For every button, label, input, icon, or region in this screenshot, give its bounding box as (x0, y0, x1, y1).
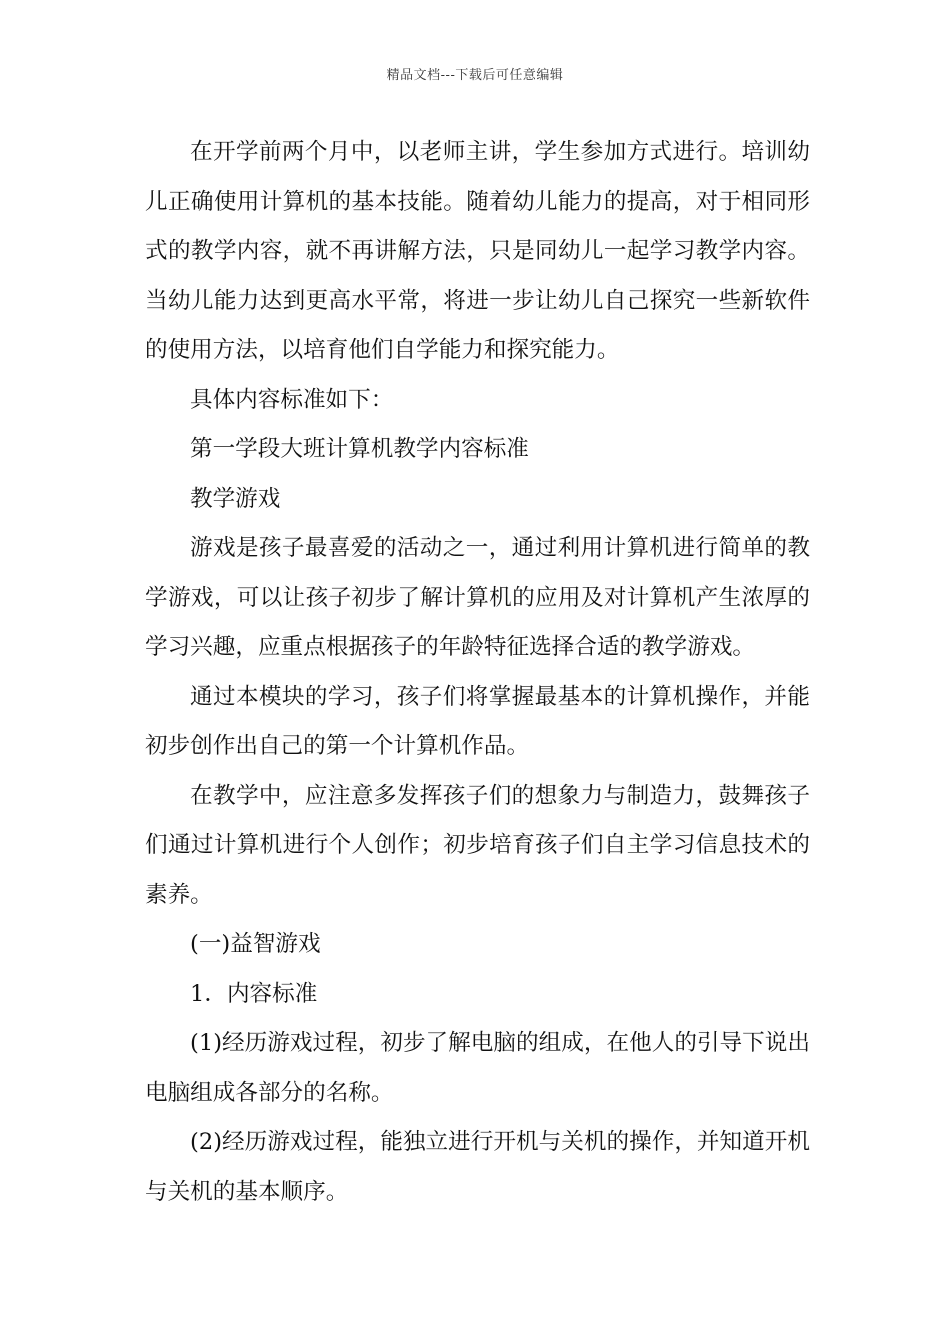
section-heading-teaching-games: 教学游戏 (190, 485, 281, 512)
document-body (145, 128, 810, 1217)
paragraph-training-method: 在开学前两个月中，以老师主讲，学生参加方式进行。培训幼儿正确使用计算机的基本技能。随着幼儿能力的提高，对于相同形式的教学内容，就不再讲解方法，只是同幼儿一起学习教学内容。当幼儿能力达到更高水平常，将进一步让幼儿自己探究一些新软件的使用方法，以培育他们自学能力和探究能力。 (145, 139, 810, 363)
list-item-computer-components: (1)经历游戏过程，初步了解电脑的组成，在他人的引导下说出电脑组成各部分的名称。 (145, 1030, 810, 1106)
list-item-power-on-off: (2)经历游戏过程，能独立进行开机与关机的操作，并知道开机与关机的基本顺序。 (145, 1129, 810, 1205)
paragraph-module-learning: 通过本模块的学习，孩子们将掌握最基本的计算机操作，并能初步创作出自己的第一个计算机作品。 (145, 683, 810, 759)
section-heading-stage-one: 第一学段大班计算机教学内容标准 (190, 436, 529, 462)
paragraph-games-description: 游戏是孩子最喜爱的活动之一，通过利用计算机进行简单的教学游戏，可以让孩子初步了解计算机的应用及对计算机产生浓厚的学习兴趣，应重点根据孩子的年龄特征选择合适的教学游戏。 (145, 535, 810, 660)
page-header: 精品文档---下载后可任意编辑 (386, 68, 564, 83)
subheading-content-standards: 1．内容标准 (190, 980, 318, 1007)
paragraph-teaching-notes: 在教学中，应注意多发挥孩子们的想象力与制造力，鼓舞孩子们通过计算机进行个人创作；初步培育孩子们自主学习信息技术的素养。 (145, 782, 810, 908)
paragraph-standards-intro: 具体内容标准如下： (190, 386, 394, 413)
section-heading-puzzle-games: (一)益智游戏 (190, 931, 321, 957)
